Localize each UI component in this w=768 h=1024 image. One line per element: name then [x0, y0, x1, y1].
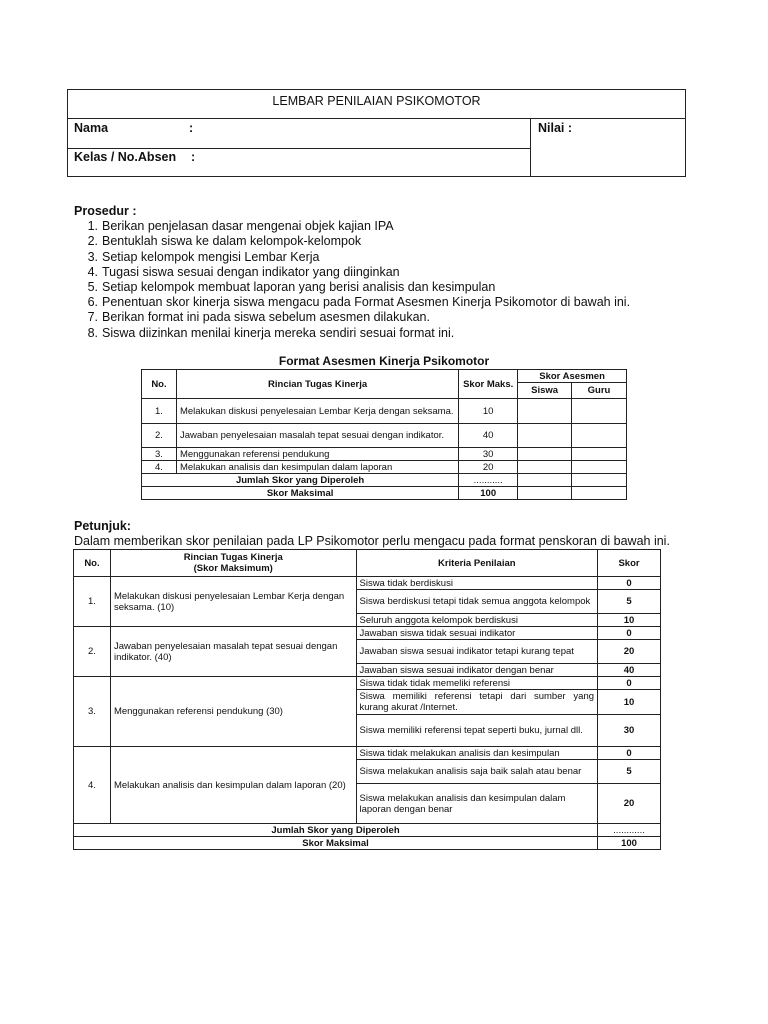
table-row: 2. Jawaban penyelesaian masalah tepat sesuai dengan indikator. 40	[142, 424, 627, 448]
jumlah-skor-label: Jumlah Skor yang Diperoleh	[142, 474, 459, 487]
table-row: Jawaban siswa sesuai indikator dengan benar 40	[74, 664, 661, 677]
petunjuk-section	[74, 519, 714, 549]
header-skor-asesmen: Skor Asesmen	[518, 370, 627, 383]
header-skor-maks: Skor Maks.	[459, 370, 518, 399]
table-row: 3. Menggunakan referensi pendukung (30) Siswa tidak tidak memeliki referensi 0	[74, 677, 661, 690]
skor-maksimal-label: Skor Maksimal	[74, 837, 598, 850]
table-row: Siswa memiliki referensi tetapi dari sumber yang kurang akurat /Internet. 10	[74, 690, 661, 715]
table-row: Siswa berdiskusi tetapi tidak semua anggota kelompok 5	[74, 590, 661, 614]
siswa-score-cell	[518, 424, 572, 448]
siswa-score-cell	[518, 399, 572, 424]
kelas-colon: :	[191, 150, 196, 164]
divider	[68, 148, 531, 149]
list-item: 5. Setiap kelompok membuat laporan yang berisi analisis dan kesimpulan	[87, 280, 496, 295]
header-siswa: Siswa	[518, 383, 572, 399]
jumlah-skor-label: Jumlah Skor yang Diperoleh	[74, 824, 598, 837]
list-item: 2. Bentuklah siswa ke dalam kelompok-kelompok	[87, 234, 362, 249]
procedure-title: Prosedur :	[74, 204, 137, 218]
list-item: 3. Setiap kelompok mengisi Lembar Kerja	[87, 249, 320, 264]
format-asesmen-title: Format Asesmen Kinerja Psikomotor	[278, 354, 490, 368]
table-row: 3. Menggunakan referensi pendukung 30	[142, 448, 627, 461]
list-item: 4. Tugasi siswa sesuai dengan indikator yang diinginkan	[87, 264, 400, 279]
skor-maksimal-value: 100	[598, 837, 661, 850]
nama-label: Nama	[74, 121, 109, 135]
header-no: No.	[74, 550, 111, 577]
table-row: 1. Melakukan diskusi penyelesaian Lembar Kerja dengan seksama. (10) Siswa tidak berdiskusi 0	[74, 577, 661, 590]
header-guru: Guru	[572, 383, 627, 399]
jumlah-skor-value: ...........	[459, 474, 518, 487]
guru-score-cell	[572, 399, 627, 424]
table-row: 2. Jawaban penyelesaian masalah tepat sesuai dengan indikator. (40) Jawaban siswa tidak sesuai indikator 0	[74, 627, 661, 640]
nilai-label: Nilai :	[538, 121, 573, 135]
procedure-list	[74, 219, 714, 341]
kelas-absen-label: Kelas / No.Absen	[74, 150, 177, 164]
header-rincian: Rincian Tugas Kinerja (Skor Maksimum)	[110, 550, 356, 577]
table-row	[142, 487, 627, 500]
table-row: 1. Melakukan diskusi penyelesaian Lembar Kerja dengan seksama. 10	[142, 399, 627, 424]
table-row: Seluruh anggota kelompok berdiskusi 10	[74, 614, 661, 627]
header-rincian: Rincian Tugas Kinerja	[176, 370, 458, 399]
nama-colon: :	[189, 121, 194, 135]
document-title: LEMBAR PENILAIAN PSIKOMOTOR	[68, 90, 685, 119]
list-item: 1. Berikan penjelasan dasar mengenai objek kajian IPA	[87, 219, 394, 234]
list-item: 7. Berikan format ini pada siswa sebelum asesmen dilakukan.	[87, 310, 430, 325]
header-skor: Skor	[598, 550, 661, 577]
skor-maksimal-value: 100	[459, 487, 518, 500]
table-row: Siswa melakukan analisis dan kesimpulan dalam laporan dengan benar 20	[74, 784, 661, 824]
table-row: Siswa melakukan analisis saja baik salah atau benar 5	[74, 760, 661, 784]
table-row: Jawaban siswa sesuai indikator tetapi kurang tepat 20	[74, 640, 661, 664]
list-item: 8. Siswa diizinkan menilai kinerja mereka sendiri sesuai format ini.	[87, 325, 455, 340]
rubric-table	[73, 549, 661, 850]
table-row	[142, 474, 627, 487]
guru-score-cell	[572, 424, 627, 448]
table-row	[74, 837, 661, 850]
jumlah-skor-value: ............	[598, 824, 661, 837]
format-asesmen-table	[141, 369, 627, 500]
list-item: 6. Penentuan skor kinerja siswa mengacu pada Format Asesmen Kinerja Psikomotor di bawah ini.	[87, 295, 631, 310]
petunjuk-text: Dalam memberikan skor penilaian pada LP Psikomotor perlu mengacu pada format penskoran di bawah ini.	[74, 534, 670, 548]
header-kriteria: Kriteria Penilaian	[356, 550, 598, 577]
petunjuk-title: Petunjuk:	[74, 519, 131, 533]
header-no: No.	[142, 370, 177, 399]
header-box	[67, 89, 686, 177]
table-row: 4. Melakukan analisis dan kesimpulan dalam laporan 20	[142, 461, 627, 474]
procedure-section	[74, 204, 714, 341]
table-row: Siswa memiliki referensi tepat seperti buku, jurnal dll. 30	[74, 715, 661, 747]
skor-maksimal-label: Skor Maksimal	[142, 487, 459, 500]
table-row	[74, 824, 661, 837]
table-row: 4. Melakukan analisis dan kesimpulan dalam laporan (20) Siswa tidak melakukan analisis dan kesimpulan 0	[74, 747, 661, 760]
